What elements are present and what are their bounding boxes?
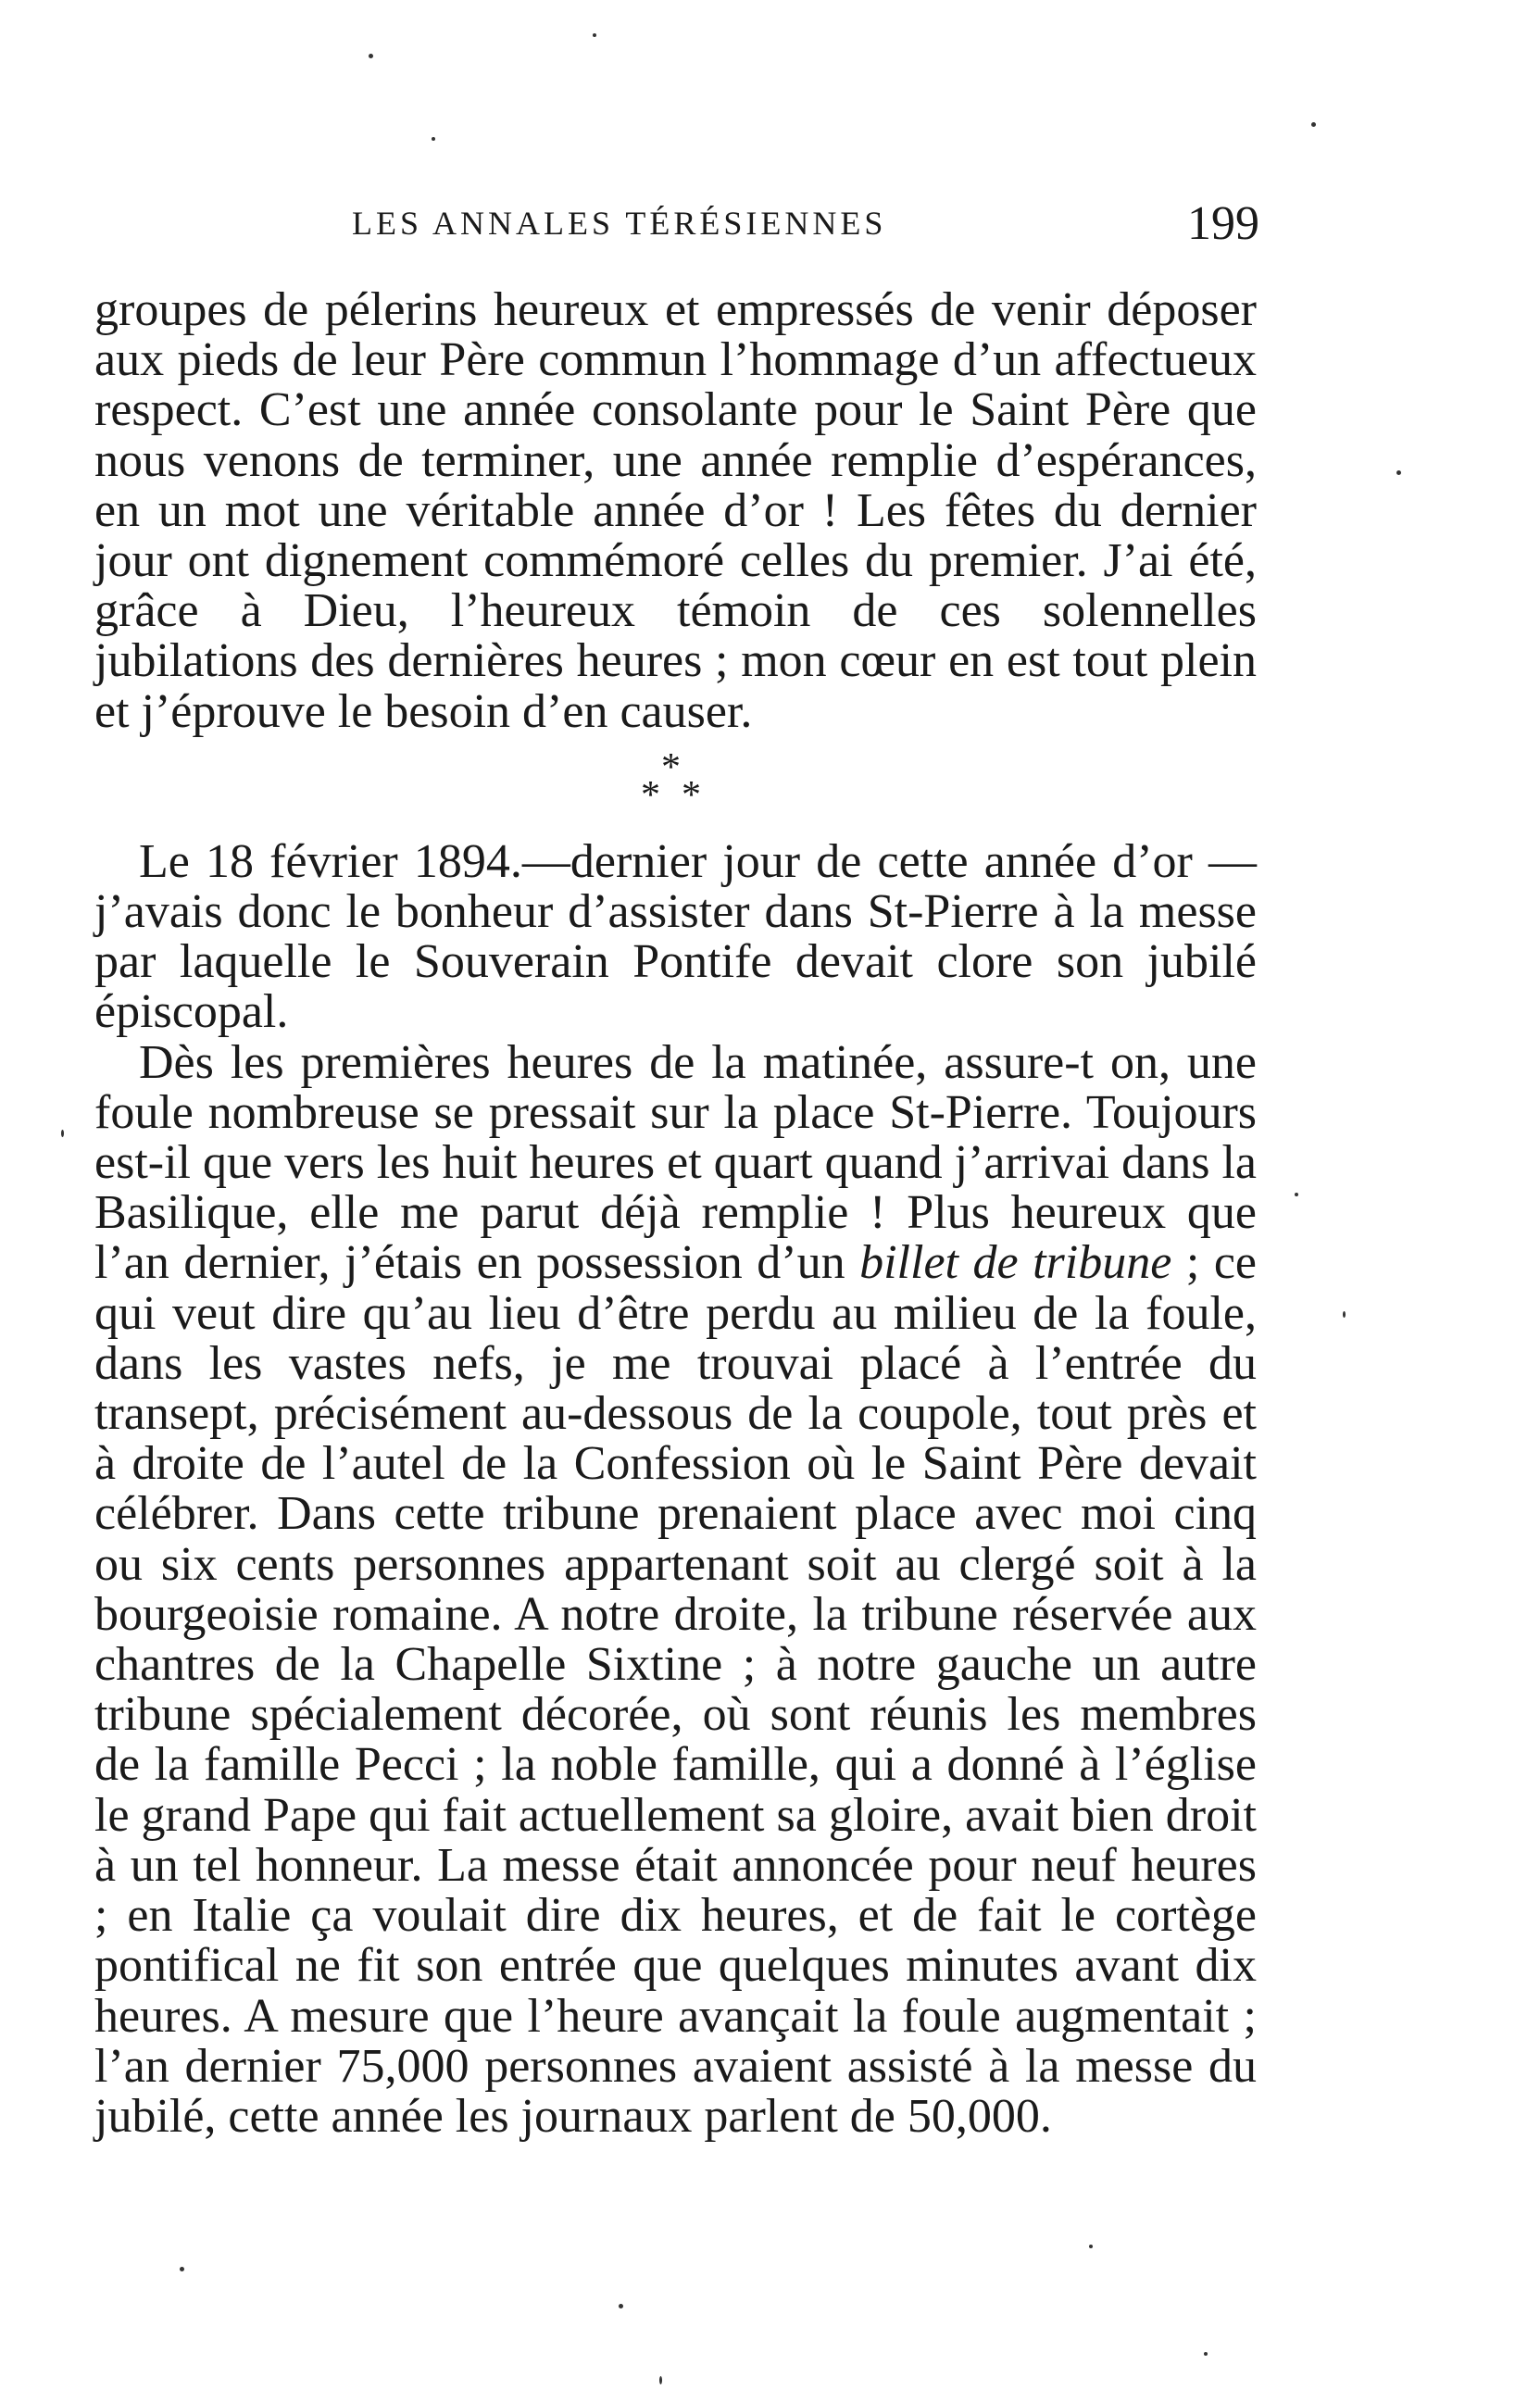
scan-speck — [1396, 470, 1401, 475]
asterism-star: * — [682, 773, 701, 817]
asterism-star: * — [641, 773, 660, 817]
scan-speck — [1204, 2352, 1208, 2356]
asterism — [641, 745, 715, 822]
scan-speck — [1089, 2245, 1093, 2248]
scan-speck — [180, 2267, 184, 2271]
paragraph-mass — [94, 1035, 1257, 2143]
paragraph-date: Le 18 février 1894.—dernier jour de cette année d’or —j’avais donc le bonheur d’assister dans St-Pierre à la messe par laquelle le Souverain Pontife devait clore son jubilé épiscopal. — [94, 834, 1257, 1039]
paragraph-mass-text-1: Dès les premières heures de la matinée, assure-t on, une foule nombreuse se pressait sur la place St-Pierre. Toujours est-il que vers les huit heures et quart quand j’arrivai dans la Basilique, elle me parut déjà remplie ! Plus heureux que l’an dernier, j’étais en possession d’un — [94, 1035, 1257, 1290]
body-text — [94, 285, 1257, 2142]
running-head — [93, 196, 1259, 252]
scan-speck — [1311, 122, 1316, 127]
scan-speck — [1343, 1311, 1346, 1318]
scan-speck — [619, 2304, 623, 2308]
asterism-star: * — [661, 745, 681, 789]
scan-speck — [61, 1130, 64, 1137]
scan-speck — [593, 33, 596, 37]
scan-speck — [432, 137, 435, 141]
running-title: LES ANNALES TÉRÉSIENNES — [352, 205, 887, 242]
page-number: 199 — [1187, 197, 1259, 250]
scan-speck — [369, 54, 373, 58]
scan-speck — [659, 2376, 662, 2384]
scan-speck — [1295, 1193, 1298, 1196]
section-break — [94, 737, 1257, 837]
paragraph-mass-text-2: ; ce qui veut dire qu’au lieu d’être perdu au milieu de la foule, dans les vastes nefs, je me trouvai placé à l’entrée du transept, précisément au-dessous de la coupole, tout près et à droite de l’autel de la Confession où le Saint Père devait célébrer. Dans cette tribune prenaient place avec moi cinq ou six cents personnes appartenant soit au clergé soit à la bourgeoisie romaine. A notre droite, la tribune réservée aux chantres de la Chapelle Sixtine ; à notre gauche un autre tribune spécialement décorée, où sont réunis les membres de la famille Pecci ; la noble famille, qui a donné à l’église le grand Pape qui fait actuellement sa gloire, avait bien droit à un tel honneur. La messe était annoncée pour neuf heures ; en Italie ça voulait dire dix heures, et de fait le cortège pontifical ne fit son entrée que quelques minutes avant dix heures. A mesure que l’heure avançait la foule augmentait ; l’an dernier 75,000 personnes avaient assisté à la messe du jubilé, cette année les journaux parlent de 50,000. — [94, 1236, 1257, 2143]
italic-phrase: billet de tribune — [859, 1236, 1172, 1290]
paragraph-continued: groupes de pélerins heureux et empressés de venir déposer aux pieds de leur Père commun l’hommage d’un affectueux respect. C’est une année consolante pour le Saint Père que nous venons de terminer, une année remplie d’espérances, en un mot une véritable année d’or ! Les fêtes du dernier jour ont dignement commémoré celles du premier. J’ai été, grâce à Dieu, l’heureux témoin de ces solennelles jubilations des dernières heures ; mon cœur en est tout plein et j’éprouve le besoin d’en causer. — [94, 283, 1257, 738]
